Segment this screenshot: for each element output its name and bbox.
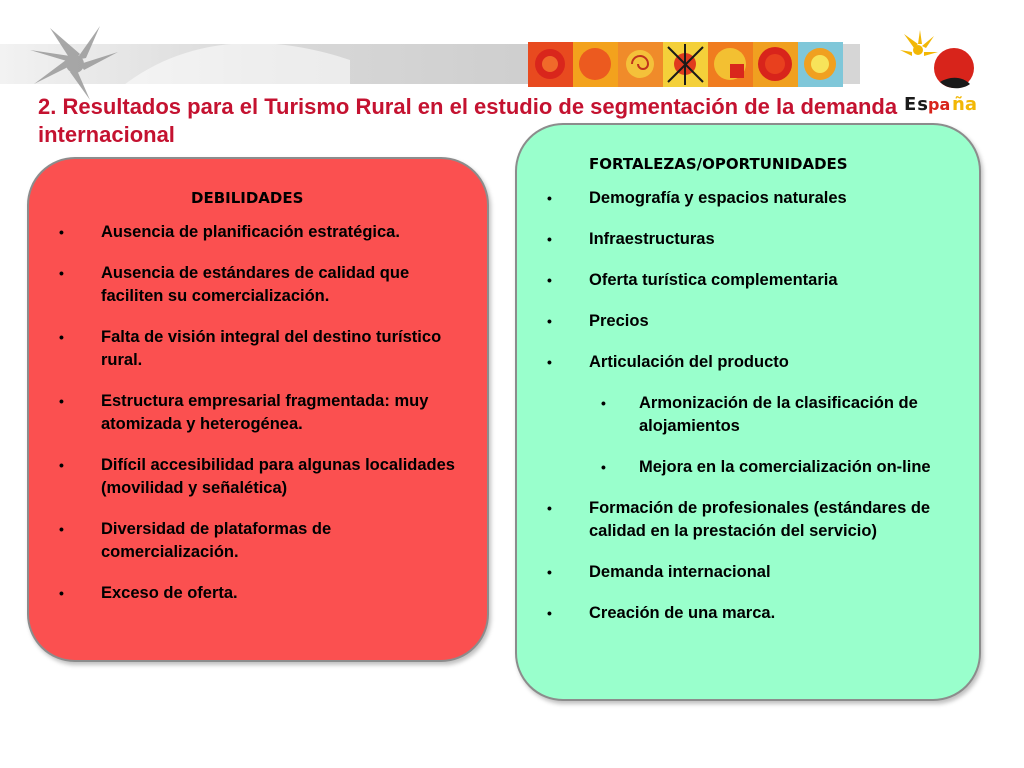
debilidades-heading: DEBILIDADES [191, 189, 304, 207]
bullet: • [547, 231, 552, 247]
tile-red-circle-icon [753, 42, 798, 87]
bullet: • [547, 313, 552, 329]
item-text: Ausencia de planificación estratégica. [101, 223, 400, 241]
list-item [547, 228, 967, 251]
item-text: Falta de visión integral del destino turístico rural. [101, 328, 442, 369]
page-title: 2. Resultados para el Turismo Rural en el estudio de segmentación de la demanda internacional [38, 94, 898, 147]
item-text: Estructura empresarial fragmentada: muy atomizada y heterogénea. [101, 392, 429, 433]
list-item [547, 497, 967, 543]
list-item [547, 187, 967, 210]
item-text: Articulación del producto [589, 353, 789, 371]
bullet: • [601, 395, 606, 411]
list-item [59, 326, 469, 372]
list-item [59, 454, 469, 500]
bullet: • [601, 459, 606, 475]
bullet: • [59, 585, 64, 601]
list-item [59, 221, 469, 244]
bullet: • [59, 265, 64, 281]
item-text: Exceso de oferta. [101, 584, 238, 602]
bullet: • [59, 457, 64, 473]
list-item [547, 351, 967, 374]
item-text: Ausencia de estándares de calidad que faciliten su comercialización. [101, 264, 410, 305]
item-text: Infraestructuras [589, 230, 715, 248]
bullet: • [59, 393, 64, 409]
bullet: • [59, 521, 64, 537]
debilidades-panel [27, 157, 489, 662]
list-item [59, 518, 469, 564]
item-text: Diversidad de plataformas de comercialización. [101, 520, 332, 561]
item-text: Creación de una marca. [589, 604, 776, 622]
item-text: Precios [589, 312, 649, 330]
bullet: • [59, 224, 64, 240]
bullet: • [547, 272, 552, 288]
bullet: • [547, 564, 552, 580]
fortalezas-panel [515, 123, 981, 701]
bullet: • [547, 190, 552, 206]
list-item [547, 310, 967, 333]
list-item [59, 390, 469, 436]
list-subitem [547, 392, 967, 438]
bullet: • [547, 354, 552, 370]
art-tiles [528, 42, 843, 87]
list-item [59, 262, 469, 308]
list-item [547, 602, 967, 625]
tile-yellow-sun-icon [798, 42, 843, 87]
svg-text:pa: pa [928, 95, 951, 114]
list-item [59, 582, 469, 605]
bullet: • [547, 605, 552, 621]
item-text: Armonización de la clasificación de alojamientos [639, 394, 918, 435]
list-subitem [547, 456, 967, 479]
item-text: Demografía y espacios naturales [589, 189, 847, 207]
tile-figure-icon [663, 42, 708, 87]
svg-text:Es: Es [904, 94, 930, 115]
tile-square-icon [708, 42, 753, 87]
bullet: • [547, 500, 552, 516]
bullet: • [59, 329, 64, 345]
item-text: Difícil accesibilidad para algunas localidades (movilidad y señalética) [101, 456, 455, 497]
tile-spiral-icon [618, 42, 663, 87]
item-text: Demanda internacional [589, 563, 771, 581]
item-text: Oferta turística complementaria [589, 271, 838, 289]
fortalezas-heading: FORTALEZAS/OPORTUNIDADES [589, 155, 848, 173]
list-item [547, 269, 967, 292]
tile-red-sun-icon [528, 42, 573, 87]
item-text: Formación de profesionales (estándares de calidad en la prestación del servicio) [589, 499, 931, 540]
fortalezas-list [547, 187, 967, 643]
item-text: Mejora en la comercialización on-line [639, 458, 931, 476]
swoosh-decoration [120, 30, 420, 90]
list-item [547, 561, 967, 584]
tile-orange-sun-icon [573, 42, 618, 87]
svg-text:ña: ña [952, 94, 977, 115]
debilidades-list [59, 221, 469, 623]
sun-star-icon [30, 22, 120, 102]
